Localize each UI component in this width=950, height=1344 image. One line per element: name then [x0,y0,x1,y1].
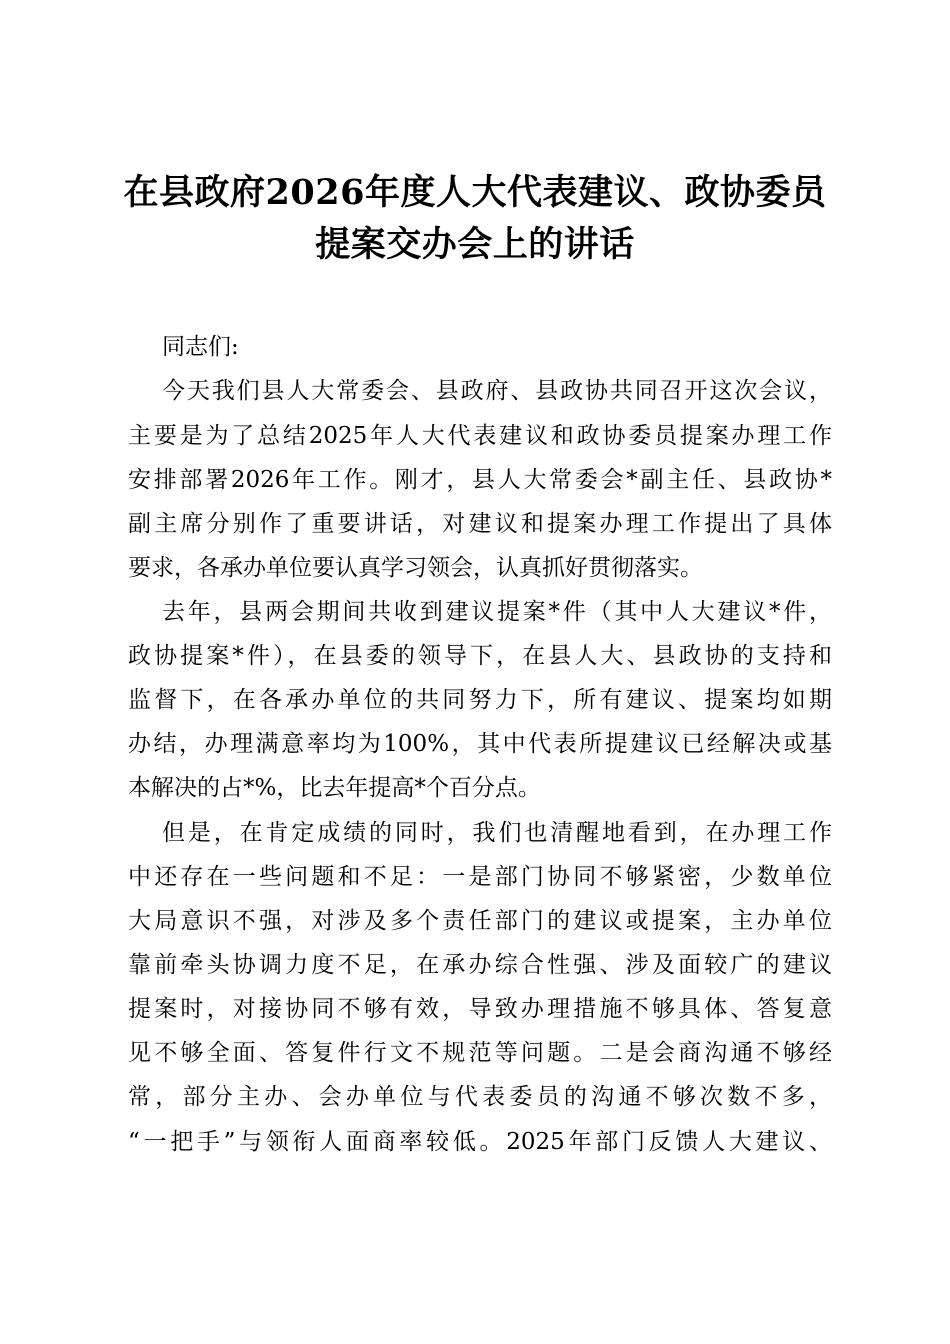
paragraph-line: 监督下，在各承办单位的共同努力下，所有建议、提案均如期 [128,687,832,713]
paragraph-line: 副主席分别作了重要讲话，对建议和提案办理工作提出了具体 [128,511,832,537]
document-title-line-2: 提案交办会上的讲话 [315,224,635,265]
greeting: 同志们: [162,334,239,360]
paragraph-line: 见不够全面、答复件行文不规范等问题。二是会商沟通不够经 [128,1040,832,1066]
paragraph-line: 但是，在肯定成绩的同时，我们也清醒地看到，在办理工作 [162,820,832,846]
paragraph-line: “一把手”与领衔人面商率较低。2025年部门反馈人大建议、 [128,1129,832,1155]
paragraph-line: 提案时，对接协同不够有效，导致办理措施不够具体、答复意 [128,996,832,1022]
paragraph-line: 办结，办理满意率均为100%，其中代表所提建议已经解决或基 [128,731,832,757]
paragraph-line: 去年，县两会期间共收到建议提案*件（其中人大建议*件， [162,599,832,625]
paragraph-line: 大局意识不强，对涉及多个责任部门的建议或提案，主办单位 [128,908,832,934]
paragraph-line: 今天我们县人大常委会、县政府、县政协共同召开这次会议， [162,378,832,404]
paragraph-line: 主要是为了总结2025年人大代表建议和政协委员提案办理工作 [128,423,832,449]
document-title-line-1: 在县政府2026年度人大代表建议、政协委员 [123,172,827,213]
paragraph-line: 常，部分主办、会办单位与代表委员的沟通不够次数不多， [128,1084,832,1110]
paragraph-line: 本解决的占*%，比去年提高*个百分点。 [128,775,541,801]
paragraph-line: 政协提案*件），在县委的领导下，在县人大、县政协的支持和 [128,643,832,669]
paragraph-line: 中还存在一些问题和不足：一是部门协同不够紧密，少数单位 [128,864,832,890]
paragraph-line: 安排部署2026年工作。刚才，县人大常委会*副主任、县政协* [128,467,832,493]
paragraph-line: 靠前牵头协调力度不足，在承办综合性强、涉及面较广的建议 [128,952,832,978]
paragraph-line: 要求，各承办单位要认真学习领会，认真抓好贯彻落实。 [128,555,703,581]
